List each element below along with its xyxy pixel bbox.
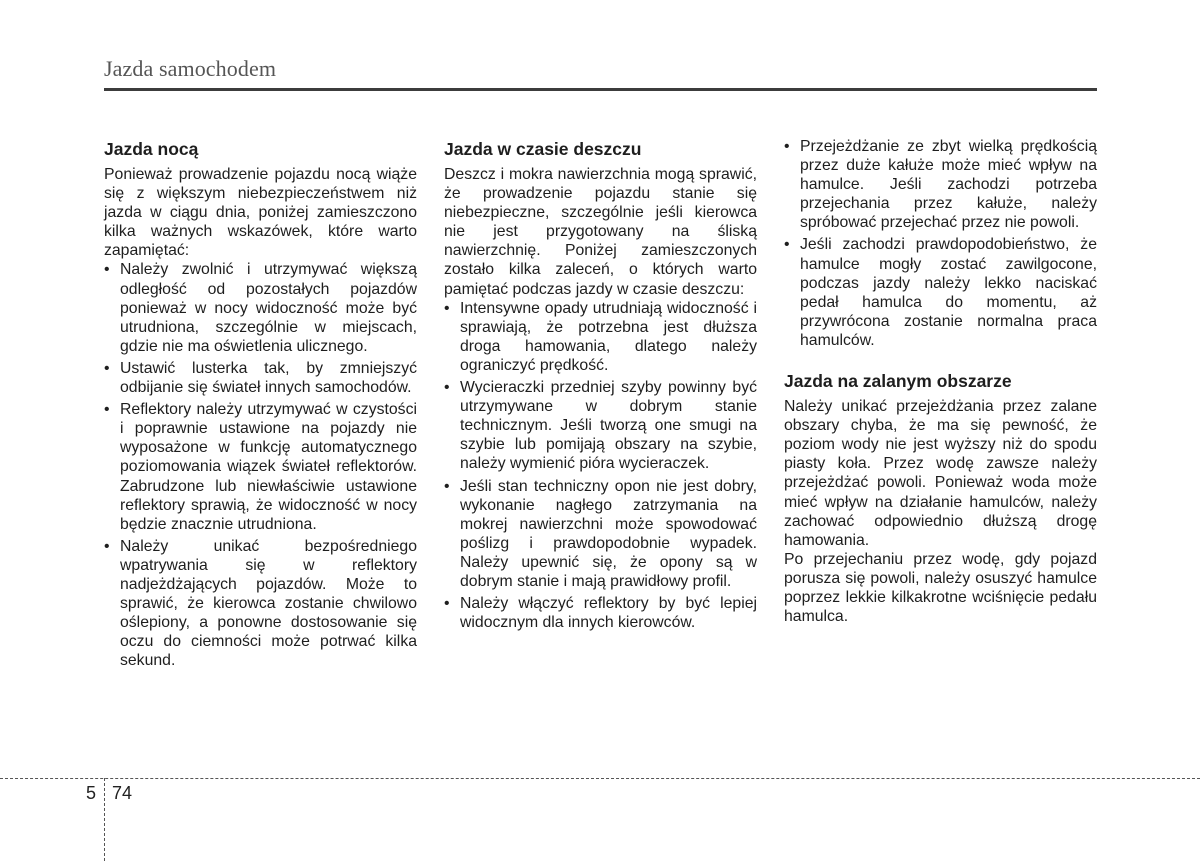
bullet-item: • Jeśli stan techniczny opon nie jest dobry, wykonanie nagłego zatrzymania na mokrej nawierzchni może spowodować poślizg i prawdopodobnie wypadek. Należy upewnić się, że opony są w dobrym stanie i mają prawidłowy profil.	[444, 477, 757, 592]
bullet-item: • Wycieraczki przedniej szyby powinny być utrzymywane w dobrym stanie technicznym. Jeśli tworzą one smugi na szybie lub pomijają obszary na szybie, należy wymienić pióra wycieraczek.	[444, 378, 757, 473]
chapter-number: 5	[86, 783, 97, 803]
header-divider	[104, 88, 1097, 91]
bullet-item: • Ustawić lusterka tak, by zmniejszyć odbijanie się świateł innych samochodów.	[104, 359, 417, 397]
column-rain-driving	[444, 139, 757, 635]
bullet-item: • Należy włączyć reflektory by być lepiej widocznym dla innych kierowców.	[444, 594, 757, 632]
bullet-item: • Jeśli zachodzi prawdopodobieństwo, że hamulce mogły zostać zawilgocone, podczas jazdy należy lekko naciskać pedał hamulca do momentu, aż przywrócona zostanie normalna praca hamulców.	[784, 235, 1097, 350]
page-number: 74	[112, 783, 133, 803]
bullet-item: • Przejeżdżanie ze zbyt wielką prędkością przez duże kałuże może mieć wpływ na hamulce. Jeśli zachodzi potrzeba przejechania przez kałuże, należy spróbować przejechać przez nie powoli.	[784, 137, 1097, 232]
bullet-item: • Należy unikać bezpośredniego wpatrywania się w reflektory nadjeżdżających pojazdów. Może to sprawić, że kierowca zostanie chwilowo oślepiony, a ponowne dostosowanie się oczu do ciemności może potrwać kilka sekund.	[104, 537, 417, 671]
bullet-list	[444, 299, 757, 633]
footer-vertical-divider	[104, 778, 105, 861]
bullet-list	[784, 137, 1097, 350]
bullet-item: • Należy zwolnić i utrzymywać większą odległość od pozostałych pojazdów ponieważ w nocy widoczność może być utrudniona, szczególnie w miejscach, gdzie nie ma oświetlenia ulicznego.	[104, 260, 417, 355]
intro-paragraph: Ponieważ prowadzenie pojazdu nocą wiąże się z większym niebezpieczeństwem niż jazda w ciągu dnia, poniżej zamieszczono kilka ważnych wskazówek, które warto zapamiętać:	[104, 166, 417, 260]
intro-paragraph: Deszcz i mokra nawierzchnia mogą sprawić, że prowadzenie pojazdu stanie się niebezpieczne, szczególnie jeśli kierowca nie jest przygotowany na śliską nawierzchnię. Poniżej zamieszczonych zostało kilka zaleceń, o których warto pamiętać podczas jazdy w czasie deszczu:	[444, 166, 757, 298]
section-spacer	[784, 353, 1097, 371]
section-heading-flooded-area: Jazda na zalanym obszarze	[784, 371, 1012, 392]
bullet-item: • Intensywne opady utrudniają widoczność i sprawiają, że potrzebna jest dłuższa droga hamowania, dlatego należy ograniczyć prędkość.	[444, 299, 757, 375]
body-paragraph: Należy unikać przejeżdżania przez zalane obszary chyba, że ma się pewność, że poziom wody nie jest wyższy niż do spodu piasty koła. Przez wodę zawsze należy przejeżdżać powoli. Ponieważ woda może mieć wpływ na działanie hamulców, należy zachować odpowiednio dłuższą drogę hamowania.	[784, 398, 1097, 549]
footer-divider	[0, 778, 1200, 779]
running-header-title: Jazda samochodem	[104, 56, 277, 81]
column-night-driving	[104, 139, 417, 673]
section-heading-night-driving: Jazda nocą	[104, 139, 199, 159]
section-heading-rain-driving: Jazda w czasie deszczu	[444, 139, 642, 159]
column-flooded-area	[784, 137, 1097, 626]
bullet-item: • Reflektory należy utrzymywać w czystości i poprawnie ustawione na pojazdy nie wyposażone w funkcję automatycznego poziomowania wiązek świateł reflektorów. Zabrudzone lub niewłaściwie ustawione reflektory sprawią, że widoczność w nocy będzie znacznie utrudniona.	[104, 400, 417, 534]
body-paragraph: Po przejechaniu przez wodę, gdy pojazd porusza się powoli, należy osuszyć hamulce poprzez lekkie kilkakrotne wciśnięcie pedału hamulca.	[784, 550, 1097, 626]
bullet-list	[104, 260, 417, 670]
